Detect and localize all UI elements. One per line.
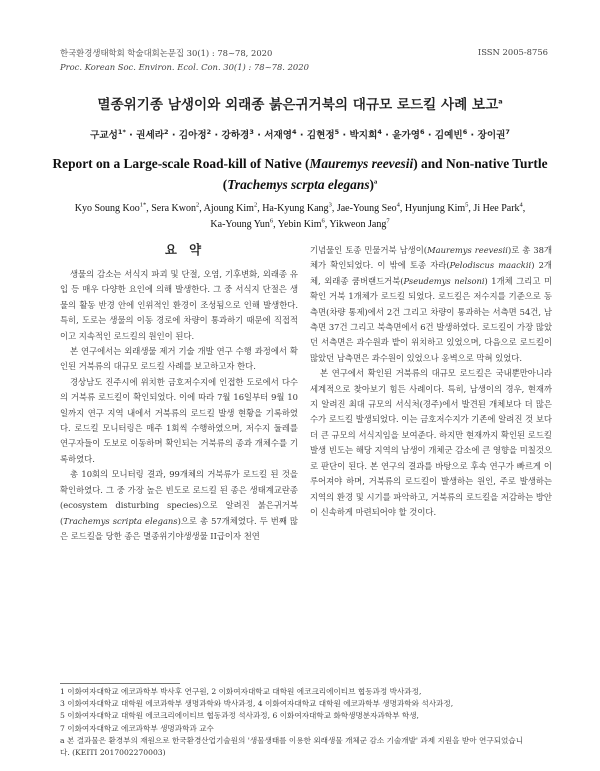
author-affiliation-sup: 6 (321, 217, 325, 225)
title-ko-text: 멸종위기종 남생이와 외래종 붉은귀거북의 대규모 로드킬 사례 보고 (97, 97, 499, 113)
author-affiliation-sup: 1* (117, 127, 126, 136)
author-affiliation-sup: 2 (206, 127, 212, 136)
author-separator: , (522, 203, 526, 214)
species-name: Trachemys scripta elegans (63, 515, 178, 526)
author-separator: , (273, 219, 278, 230)
author-name: Ha-Kyung Kang (262, 203, 329, 214)
title-en-part3: ( (222, 177, 228, 192)
text-span: )으로 총 57개체였다. 두 번째 많은 로드킬을 당한 종은 멸종위기야생생물 II급이자 천연 (60, 515, 298, 541)
title-en-sup: a (374, 178, 378, 186)
author-name: 김예빈 (434, 130, 463, 141)
journal-header (60, 47, 309, 74)
author-separator: · (424, 130, 435, 141)
author-name: 서재영 (264, 130, 292, 141)
author-name: 장이권 (477, 130, 506, 141)
paragraph (60, 467, 298, 544)
author-name: 구교성 (90, 130, 118, 141)
author-separator: , (324, 219, 330, 230)
species-name: Pelodiscus maackii (449, 260, 532, 271)
title-en-species2: Trachemys scrpta elegans (227, 177, 370, 192)
author-name: 윤가영 (392, 130, 421, 141)
text-span: ) 1개체 그리고 미확인 거북 1개체가 로드킬 되었다. 로드킬은 저수지를 기준으로 동측면(차량 통제)에서 2건 그리고 차량이 통과하는 서측면 54건, 남측면 37건 그리고 북측면에서 6건 발생하였다. 로드킬이 가장 많았던 서측면은 과수원과 밭이 위치하고 있었으며, 다음으로 로드킬이 많았던 남측면은 과수원이 있었으나 옹벽으로 막혀 있었다. (310, 275, 552, 363)
author-list-korean (0, 127, 600, 141)
author-name: Yikweon Jang (329, 219, 387, 230)
author-name: 김아정 (178, 130, 207, 141)
footnote: 1 이화여자대학교 에코과학부 박사후 연구원, 2 이화여자대학교 대학원 에코크리에이티브 협동과정 박사과정, (60, 687, 422, 696)
paragraph (310, 243, 552, 366)
footnotes (60, 686, 555, 759)
author-affiliation-sup: 4 (292, 127, 297, 136)
title-en-line2 (0, 174, 600, 195)
authors-en-line2 (0, 217, 600, 233)
abstract-right-column (310, 243, 552, 520)
issn: ISSN 2005-8756 (477, 47, 548, 57)
author-affiliation-sup: 2 (195, 201, 200, 209)
title-en-part4: ) (369, 177, 374, 192)
author-affiliation-sup: 7 (386, 217, 390, 225)
author-affiliation-sup: 3 (328, 201, 332, 209)
author-affiliation-sup: 1* (139, 201, 147, 209)
author-separator: · (296, 130, 307, 141)
author-separator: , (468, 203, 474, 214)
title-ko-sup: a (498, 97, 503, 106)
text-span: 총 10회의 모니터링 결과, 99개체의 거북류가 로드킬 된 것을 확인하였다. 그 중 가장 높은 빈도로 로드킬 된 종은 생태계교란종(ecosystem disturbing species)으로 알려진 붉은귀거북( (60, 469, 298, 526)
author-separator: , (199, 203, 204, 214)
author-list-english (0, 201, 600, 233)
author-name: Ajoung Kim (203, 203, 254, 214)
title-en-part2: ) and Non-native Turtle (413, 156, 548, 171)
author-affiliation-sup: 3 (249, 127, 254, 136)
journal-line-en: Proc. Korean Soc. Environ. Ecol. Con. 30(1) : 78~78. 2020 (60, 61, 309, 72)
abstract-heading: 요 약 (164, 242, 206, 257)
author-affiliation-sup: 6 (420, 127, 425, 136)
author-separator: , (146, 203, 152, 214)
paragraph: 경상남도 진주시에 위치한 금호저수지에 인접한 도로에서 다수의 거북류 로드킬이 확인되었다. 이에 따라 7월 16일부터 9월 10일까지 연구 지역 내에서 거북류의 로드킬 발생 현황을 기록하였다. 로드킬 모니터링은 매주 1회씩 수행하였으며, 저수지 둘레를 연구자들이 도보로 이동하며 확인되는 거북류의 종과 개체수를 기록하였다. (60, 376, 298, 464)
author-separator: · (253, 130, 265, 141)
species-name: Pseudemys nelsoni (403, 275, 485, 286)
footnote: 다. (KEITI 2017002270003) (60, 748, 166, 758)
author-affiliation-sup: 6 (269, 217, 274, 225)
author-name: 강하경 (221, 130, 250, 141)
paragraph: 본 연구에서 확인된 거북류의 대규모 로드킬은 국내뿐만아니라 세계적으로 찾아보기 힘든 사례이다. 특히, 남생이의 경우, 현재까지 알려진 최대 규모의 서식처(경주)에서 발견된 개체보다 더 많은 수가 로드킬 발생되었다. 이는 금호저수지가 기존에 알려진 것 보다 더 큰 규모의 서식지임을 보여준다. 하지만 현재까지 확인된 로드킬 발생 빈도는 해당 지역의 남생이 개체군 감소에 큰 영향을 미칠것으로 판단이 된다. 본 연구의 결과를 바탕으로 후속 연구가 빠르게 이루어져야 하며, 거북류의 로드킬이 발생하는 원인, 주로 발생하는 지역의 환경 및 시기를 파악하고, 거북류의 로드킬을 저감하는 방안이 신속하게 마련되어야 할 것이다. (310, 368, 552, 517)
journal-line-ko: 한국환경생태학회 학술대회논문집 30(1) : 78~78, 2020 (60, 48, 273, 58)
author-name: Sera Kwon (151, 203, 196, 214)
author-affiliation-sup: 2 (163, 127, 169, 136)
author-separator: , (399, 203, 405, 214)
author-affiliation-sup: 2 (253, 201, 258, 209)
author-affiliation-sup: 5 (334, 127, 340, 136)
author-separator: · (125, 130, 137, 141)
author-name: 권세라 (136, 130, 164, 141)
abstract-left-column (60, 267, 298, 544)
author-name: 김현정 (306, 130, 335, 141)
author-separator: · (339, 130, 350, 141)
author-separator: · (381, 130, 393, 141)
footnote: 3 이화여자대학교 대학원 에코과학부 생명과학와 박사과정, 4 이화여자대학교 대학원 에코과학부 생명과학와 석사과정, (60, 699, 454, 709)
paper-title-korean (0, 93, 600, 113)
title-en-line1 (0, 153, 600, 174)
text-span: 기념물인 토종 민물거북 남생이( (310, 245, 428, 255)
author-name: Yebin Kim (277, 219, 322, 230)
footnote: 5 이화여자대학교 대학원 에코크리에이티브 협동과정 석사과정, 6 이화여자대학교 화학생명분자과학부 학생, (60, 711, 419, 721)
title-en-part1: Report on a Large-scale Road-kill of Native ( (52, 156, 310, 171)
author-separator: , (331, 203, 337, 214)
author-name: 박지희 (349, 130, 378, 141)
author-affiliation-sup: 6 (462, 127, 468, 136)
title-en-species1: Mauremys reevesii (309, 156, 414, 171)
author-separator: · (168, 130, 179, 141)
author-affiliation-sup: 5 (465, 201, 469, 209)
author-name: Ka-Young Yun (210, 219, 270, 230)
paragraph: 생물의 감소는 서식지 파괴 및 단절, 오염, 기후변화, 외래종 유입 등 매우 다양한 요인에 의해 발생한다. 그 중 서식지 단절은 생물의 활동 반경 안에 인위적인 환경이 조성됨으로 인해 발생한다. 특히, 도로는 생물의 이동 경로에 차량이 통과하기 때문에 직접적이고 지속적인 로드킬의 원인이 된다. (60, 269, 298, 341)
author-name: Ji Hee Park (473, 203, 520, 214)
text-span: ) 2개체, 외래종 쿰버랜드거북( (310, 260, 552, 286)
author-name: Kyo Soung Koo (74, 203, 140, 214)
author-name: Jae-Young Seo (336, 203, 397, 214)
paragraph: 본 연구에서는 외래생물 제거 기술 개발 연구 수행 과정에서 확인된 거북류의 대규모 로드킬 사례를 보고하고자 한다. (60, 346, 298, 372)
text-span: )로 총 38개체가 확인되었다. 이 밖에 토종 자라( (310, 245, 553, 271)
author-affiliation-sup: 7 (505, 127, 510, 136)
author-name: Hyunjung Kim (404, 203, 466, 214)
species-name: Mauremys reevesii (427, 245, 508, 255)
author-separator: · (467, 130, 478, 141)
author-separator: , (257, 203, 263, 214)
author-separator: · (211, 130, 222, 141)
paper-title-english (0, 153, 600, 195)
footnote-divider (60, 683, 180, 684)
footnote: 7 이화여자대학교 에코과학부 생명과학과 교수 (60, 723, 214, 733)
author-affiliation-sup: 4 (519, 201, 523, 209)
authors-en-line1 (0, 201, 600, 217)
footnote: a 본 결과물은 환경부의 재원으로 한국환경산업기술원의 '생물생태를 이용한 외래생물 개체군 감소 기술개발' 과제 지원을 받아 연구되었습니 (60, 735, 524, 745)
author-affiliation-sup: 4 (377, 127, 382, 136)
author-affiliation-sup: 4 (396, 201, 400, 209)
